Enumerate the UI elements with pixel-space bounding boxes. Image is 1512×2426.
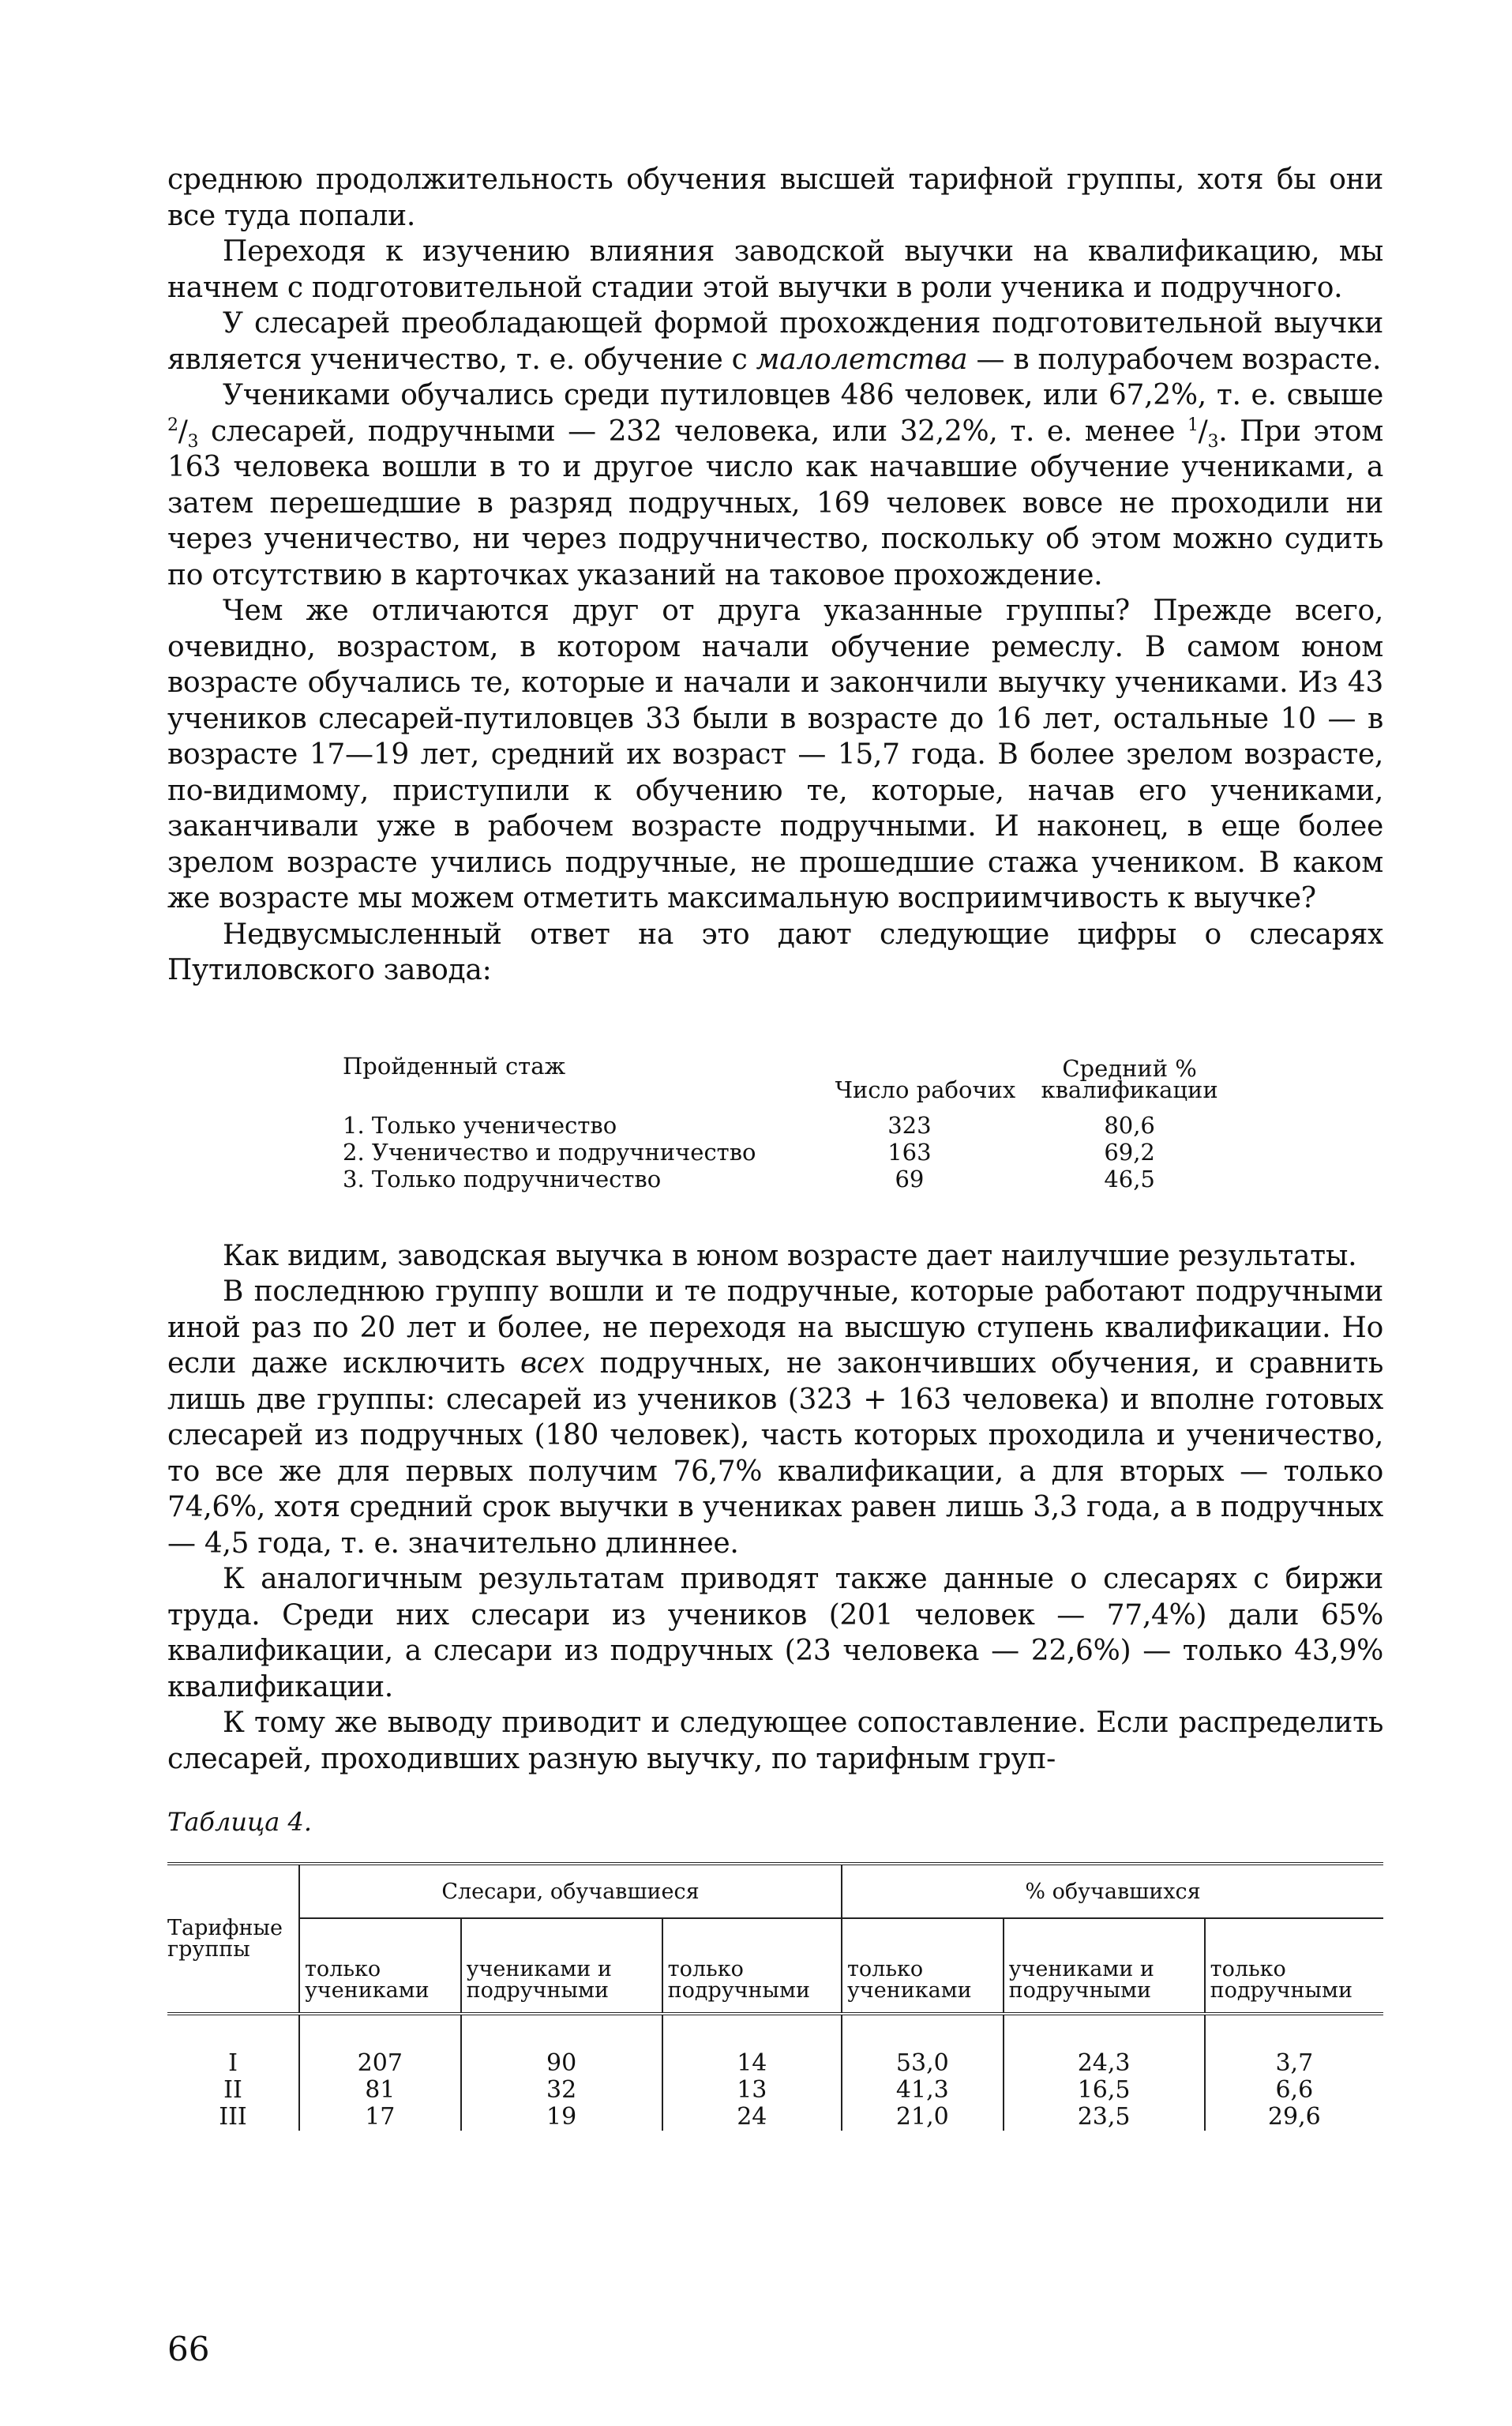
tariff-group-cell: II <box>223 2076 242 2104</box>
table-row <box>167 2077 1383 2104</box>
percent-trained-header: % обучавшихся <box>842 1864 1383 1918</box>
subheader-apprentices: только учениками <box>299 1918 461 2014</box>
tariff-groups-header: Тарифные группы <box>167 1864 299 2014</box>
subheader-pct-apprentices: только учениками <box>842 1918 1004 2014</box>
value-cell: 81 <box>299 2077 461 2104</box>
workers-cell: 323 <box>887 1111 932 1139</box>
paragraph-2: Переходя к изучению влияния заводской выучки на квалификацию, мы начнем с подготовительной стадии этой выучки в роли ученика и подручного. <box>167 235 1383 304</box>
table-row <box>343 1166 1235 1192</box>
experience-cell: 2. Ученичество и подручничество <box>343 1138 756 1166</box>
value-cell: 90 <box>461 2014 662 2077</box>
workers-cell: 69 <box>895 1165 925 1192</box>
table-4-title: Таблица 4. <box>167 1807 313 1837</box>
value-cell: 6,6 <box>1205 2077 1383 2104</box>
experience-table <box>343 1052 1235 1192</box>
value-cell: 16,5 <box>1004 2077 1205 2104</box>
paragraph-3: У слесарей преобладающей формой прохождения подготовительной выучки является ученичество, т. е. обучение с малолетства — в полурабочем возрасте. <box>167 307 1383 376</box>
paragraph-10: К тому же выводу приводит и следующее сопоставление. Если распределить слесарей, проходивших разную выучку, по тарифным груп- <box>167 1707 1383 1775</box>
table-row <box>167 2014 1383 2077</box>
paragraph-6: Недвусмысленный ответ на это дают следующие цифры о слесарях Путиловского завода: <box>167 918 1383 986</box>
value-cell: 23,5 <box>1004 2104 1205 2131</box>
tariff-group-cell: III <box>219 2103 247 2131</box>
qualification-cell: 80,6 <box>1104 1111 1155 1139</box>
subheader-pct-helpers: только подручными <box>1205 1918 1383 2014</box>
paragraph-7: Как видим, заводская выучка в юном возрасте дает наилучшие результаты. <box>223 1239 1357 1272</box>
paragraph-1: среднюю продолжительность обучения высшей тарифной группы, хотя бы они все туда попали. <box>167 163 1383 232</box>
paragraph-4: Учениками обучались среди путиловцев 486 человек, или 67,2%, т. е. свыше $^2/_3$ слесарей, подручными — 232 человека, или 32,2%, т. е. менее $^1/_3$. При этом 163 человека вошли в то и другое число как начавшие обучение учениками, а затем перешедшие в разряд подручных, 169 человек вовсе не проходили ни через ученичество, ни через подручничество, поскольку об этом можно судить по отсутствию в карточках указаний на таковое прохождение. <box>167 379 1383 591</box>
value-cell: 14 <box>662 2014 842 2077</box>
value-cell: 41,3 <box>842 2077 1004 2104</box>
paragraph-8: В последнюю группу вошли и те подручные, которые работают подручными иной раз по 20 лет и более, не переходя на высшую ступень квалификации. Но если даже исключить всех подручных, не закончивших обучения, и сравнить лишь две группы: слесарей из учеников (323 + 163 человека) и вполне готовых слесарей из подручных (180 человек), часть которых проходила и ученичество, то все же для первых получим 76,7% квалификации, а для вторых — только 74,6%, хотя средний срок выучки в учениках равен лишь 3,3 года, а в подручных — 4,5 года, т. е. значительно длиннее. <box>167 1275 1384 1560</box>
value-cell: 19 <box>461 2104 662 2131</box>
value-cell: 24 <box>662 2104 842 2131</box>
value-cell: 13 <box>662 2077 842 2104</box>
value-cell: 17 <box>299 2104 461 2131</box>
subheader-helpers: только подручными <box>662 1918 842 2014</box>
avg-qualification-header: Средний % квалификации <box>1041 1054 1218 1103</box>
subheader-pct-apprentices-helpers: учениками и подручными <box>1004 1918 1205 2014</box>
workers-cell: 163 <box>887 1138 932 1166</box>
value-cell: 207 <box>299 2014 461 2077</box>
value-cell: 21,0 <box>842 2104 1004 2131</box>
value-cell: 32 <box>461 2077 662 2104</box>
workers-count-header: Число рабочих <box>835 1076 1016 1103</box>
value-cell: 24,3 <box>1004 2014 1205 2077</box>
subheader-apprentices-helpers: учениками и подручными <box>461 1918 662 2014</box>
qualification-cell: 46,5 <box>1104 1165 1155 1192</box>
page-number: 66 <box>167 2330 210 2368</box>
trained-workers-header: Слесари, обучавшиеся <box>299 1864 842 1918</box>
value-cell: 3,7 <box>1205 2014 1383 2077</box>
table-4 <box>167 1862 1383 2131</box>
experience-cell: 3. Только подручничество <box>343 1165 662 1192</box>
qualification-cell: 69,2 <box>1104 1138 1155 1166</box>
table-row <box>343 1112 1235 1139</box>
tariff-group-cell: I <box>228 2049 238 2077</box>
value-cell: 53,0 <box>842 2014 1004 2077</box>
paragraph-9: К аналогичным результатам приводят также данные о слесарях с биржи труда. Среди них слесари из учеников (201 человек — 77,4%) дали 65% квалификации, а слесари из подручных (23 человека — 22,6%) — только 43,9% квалификации. <box>167 1563 1383 1703</box>
experience-cell: 1. Только ученичество <box>343 1111 617 1139</box>
value-cell: 29,6 <box>1205 2104 1383 2131</box>
page-body <box>167 162 1383 2131</box>
paragraph-5: Чем же отличаются друг от друга указанные группы? Прежде всего, очевидно, возрастом, в котором начали обучение ремеслу. В самом юном возрасте обучались те, которые и начали и закончили выучку учениками. Из 43 учеников слесарей-путиловцев 33 были в возрасте до 16 лет, остальные 10 — в возрасте 17—19 лет, средний их возраст — 15,7 года. В более зрелом возрасте, по-видимому, приступили к обучению те, которые, начав его учениками, заканчивали уже в рабочем возрасте подручными. И наконец, в еще более зрелом возрасте учились подручные, не прошедшие стажа учеником. В каком же возрасте мы можем отметить максимальную восприимчивость к выучке? <box>167 595 1383 914</box>
experience-header: Пройденный стаж <box>343 1052 566 1080</box>
table-row <box>343 1139 1235 1166</box>
table-row <box>167 2104 1383 2131</box>
